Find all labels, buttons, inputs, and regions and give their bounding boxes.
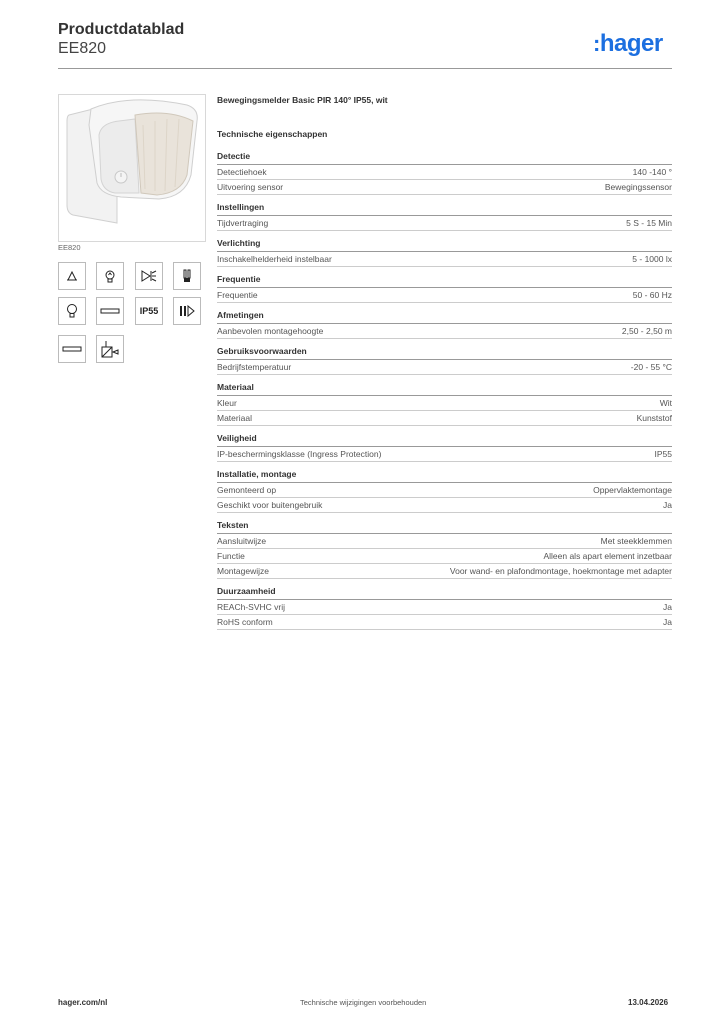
spec-value: Voor wand- en plafondmontage, hoekmontage met adapter	[449, 566, 672, 576]
spec-section	[217, 310, 672, 339]
spec-row	[217, 288, 672, 303]
bulb-icon	[96, 262, 124, 290]
spec-value: Ja	[663, 617, 672, 627]
spec-section	[217, 238, 672, 267]
spec-label: Frequentie	[217, 290, 258, 300]
spec-section	[217, 520, 672, 579]
spec-label: Montagewijze	[217, 566, 269, 576]
spec-row	[217, 411, 672, 426]
section-title: Instellingen	[217, 202, 672, 216]
spec-section	[217, 202, 672, 231]
ip55-label: IP55	[139, 306, 159, 316]
spec-value: Oppervlaktemontage	[593, 485, 672, 495]
footer-website[interactable]: hager.com/nl	[58, 998, 108, 1007]
spec-label: Uitvoering sensor	[217, 182, 284, 192]
spec-label: IP-beschermingsklasse (Ingress Protection)	[217, 449, 382, 459]
spec-row	[217, 165, 672, 180]
spec-row	[217, 534, 672, 549]
spec-content	[217, 95, 672, 637]
spec-value: Bewegingssensor	[604, 182, 672, 192]
spec-label: RoHS conform	[217, 617, 273, 627]
spec-label: Inschakelhelderheid instelbaar	[217, 254, 332, 264]
fluorescent-lamp-icon	[173, 262, 201, 290]
section-title: Detectie	[217, 151, 672, 165]
spec-label: REACh-SVHC vrij	[217, 602, 286, 612]
hager-logo: :hager	[593, 30, 663, 57]
spec-row	[217, 216, 672, 231]
spec-label: Detectiehoek	[217, 167, 267, 177]
ip55-rating-icon	[135, 297, 163, 325]
section-title: Gebruiksvoorwaarden	[217, 346, 672, 360]
footer-disclaimer: Technische wijzigingen voorbehouden	[300, 998, 427, 1007]
section-title: Duurzaamheid	[217, 586, 672, 600]
spec-value: 140 -140 °	[632, 167, 672, 177]
section-title: Materiaal	[217, 382, 672, 396]
spec-row	[217, 360, 672, 375]
spec-label: Aansluitwijze	[217, 536, 267, 546]
spec-row	[217, 180, 672, 195]
section-title: Installatie, montage	[217, 469, 672, 483]
spec-value: 50 - 60 Hz	[632, 290, 672, 300]
spec-section	[217, 469, 672, 513]
spec-row	[217, 447, 672, 462]
logo-text: hager	[599, 30, 663, 57]
spec-row	[217, 549, 672, 564]
spec-label: Bedrijfstemperatuur	[217, 362, 292, 372]
led-driver-icon	[135, 262, 163, 290]
spec-section	[217, 433, 672, 462]
spec-section	[217, 151, 672, 195]
wall-mount-icon	[96, 335, 124, 363]
incandescent-bulb-icon	[58, 297, 86, 325]
product-photo	[58, 94, 206, 242]
section-title: Frequentie	[217, 274, 672, 288]
linear-lamp-icon	[58, 335, 86, 363]
footer-date: 13.04.2026	[628, 998, 669, 1007]
spec-section	[217, 382, 672, 426]
motor-icon	[173, 297, 201, 325]
spec-value: IP55	[654, 449, 672, 459]
spec-row	[217, 252, 672, 267]
spec-value: 5 - 1000 lx	[632, 254, 672, 264]
section-title: Afmetingen	[217, 310, 672, 324]
spec-value: Met steekklemmen	[600, 536, 672, 546]
page-title: Productdatablad	[58, 21, 185, 38]
spec-row	[217, 564, 672, 579]
section-title: Verlichting	[217, 238, 672, 252]
spec-row	[217, 615, 672, 630]
spec-value: Ja	[663, 500, 672, 510]
spec-label: Functie	[217, 551, 245, 561]
product-name: Bewegingsmelder Basic PIR 140° IP55, wit	[217, 95, 388, 105]
spec-label: Gemonteerd op	[217, 485, 277, 495]
spec-value: Alleen als apart element inzetbaar	[543, 551, 672, 561]
ceiling-lamp-icon	[58, 262, 86, 290]
photo-caption: EE820	[58, 243, 81, 252]
header-divider	[58, 68, 672, 69]
tube-lamp-icon	[96, 297, 124, 325]
spec-label: Aanbevolen montagehoogte	[217, 326, 324, 336]
spec-label: Kleur	[217, 398, 237, 408]
spec-value: -20 - 55 °C	[630, 362, 672, 372]
spec-value: Ja	[663, 602, 672, 612]
spec-value: 2,50 - 2,50 m	[621, 326, 672, 336]
spec-row	[217, 396, 672, 411]
product-code: EE820	[58, 40, 107, 57]
spec-value: Kunststof	[636, 413, 672, 423]
spec-label: Tijdvertraging	[217, 218, 269, 228]
spec-section	[217, 346, 672, 375]
spec-row	[217, 498, 672, 513]
spec-section	[217, 586, 672, 630]
spec-section	[217, 274, 672, 303]
section-title: Teksten	[217, 520, 672, 534]
spec-value: Wit	[659, 398, 672, 408]
properties-title: Technische eigenschappen	[217, 129, 328, 139]
section-title: Veiligheid	[217, 433, 672, 447]
spec-label: Materiaal	[217, 413, 252, 423]
spec-value: 5 S - 15 Min	[626, 218, 672, 228]
spec-label: Geschikt voor buitengebruik	[217, 500, 323, 510]
spec-row	[217, 324, 672, 339]
spec-row	[217, 600, 672, 615]
spec-row	[217, 483, 672, 498]
